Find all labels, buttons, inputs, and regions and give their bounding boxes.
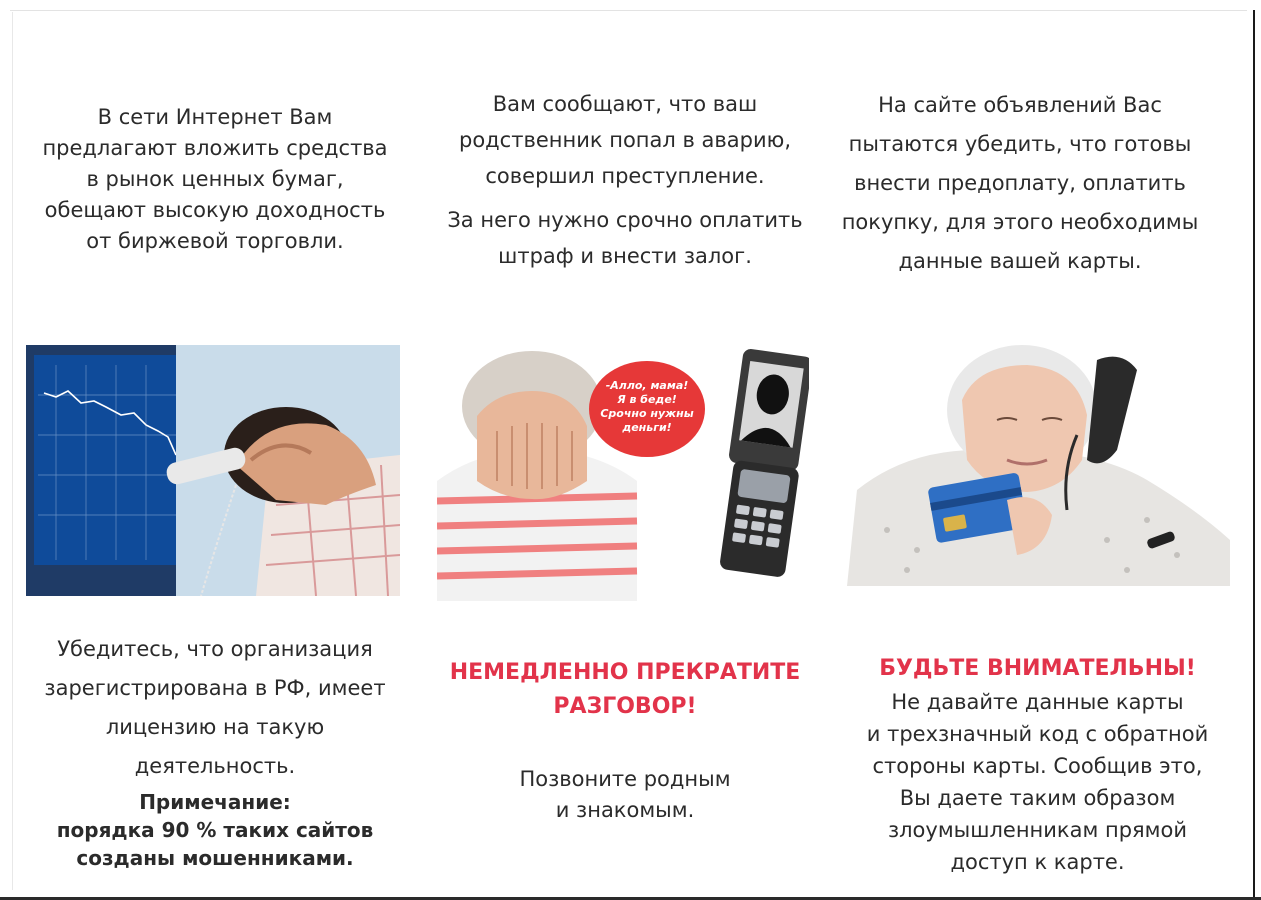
page-edge-right [1253,10,1255,900]
call-relatives-advice: Позвоните родным и знакомым. [519,767,731,822]
column2-top-text: Вам сообщают, что ваш родственник попал в аварию, совершил преступление. За него нужно срочно оплатить штраф и внести залог. [447,92,803,268]
stressed-trader-photo [26,345,400,596]
speech-bubble-line-1: -Алло, мама! [605,379,689,392]
page-edge-top [10,10,1247,11]
column3-top-text: На сайте объявлений Вас пытаются убедить, что готовы внести предоплату, оплатить покупку, для этого необходимы данные вашей карты. [841,93,1199,273]
page-edge-left [12,12,13,890]
be-careful-warning: БУДЬТЕ ВНИМАТЕЛЬНЫ! [879,656,1196,681]
column2-bottom-text: НЕМЕДЛЕННО ПРЕКРАТИТЕ РАЗГОВОР! Позвоните родным и знакомым. [440,656,810,826]
elderly-woman-card-photo [847,340,1230,586]
column1-bottom-text: Убедитесь, что организация зарегистрирована в РФ, имеет лицензию на такую деятельность. Примечание: порядка 90 % таких сайтов созданы мошенниками. [30,630,400,872]
note-title: Примечание: [139,790,291,814]
stop-call-warning: НЕМЕДЛЕННО ПРЕКРАТИТЕ [449,660,801,685]
column1-top-text: В сети Интернет Вам предлагают вложить средства в рынок ценных бумаг, обещают высокую доходность от биржевой торговли. [42,105,388,253]
crying-woman-phone-photo [437,331,809,601]
speech-bubble-line-3: Срочно нужны [600,407,694,420]
speech-bubble-line-4: деньги! [622,421,672,434]
card-data-advice: Не давайте данные карты и трехзначный код с обратной стороны карты. Сообщив это, Вы даете таким образом злоумышленникам прямой доступ к карте. [866,690,1209,874]
column3-bottom-text [850,652,1225,878]
note-block: Примечание: порядка 90 % таких сайтов созданы мошенниками. [30,788,400,872]
speech-bubble-line-2: Я в беде! [617,393,677,406]
